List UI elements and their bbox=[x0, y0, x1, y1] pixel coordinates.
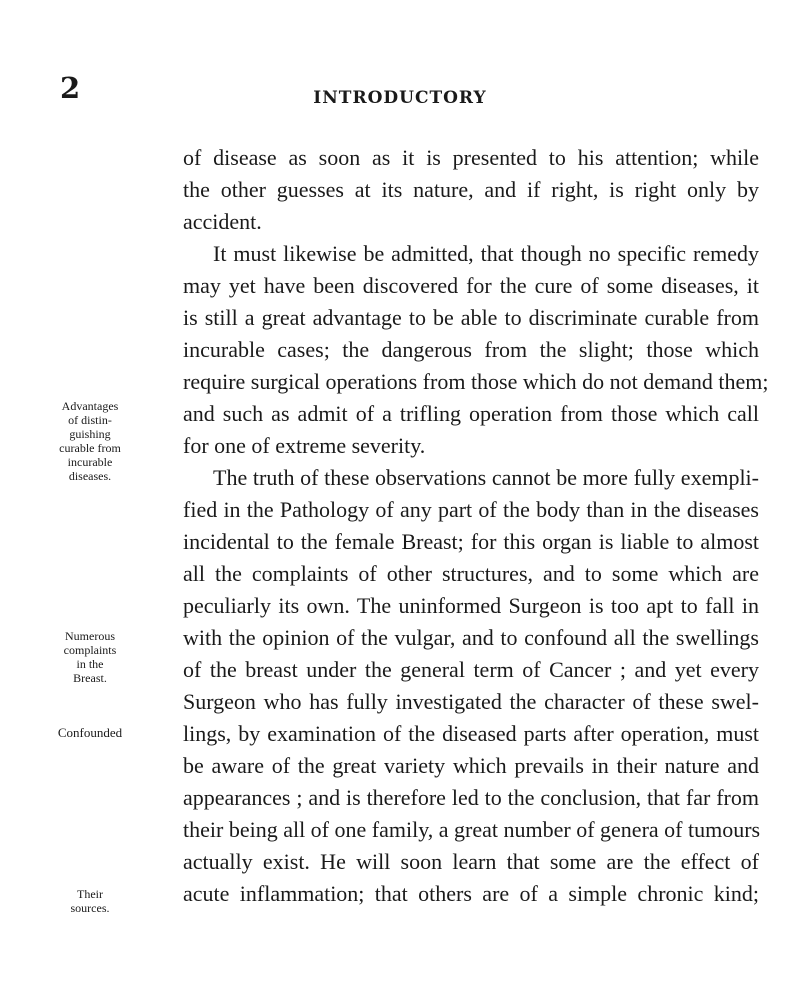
body-line: fied in the Pathology of any part of the body than in the diseases bbox=[183, 497, 759, 522]
body-line: may yet have been discovered for the cure of some diseases, it bbox=[183, 273, 759, 298]
body-line: of the breast under the general term of Cancer ; and yet every bbox=[183, 657, 759, 682]
body-line: of disease as soon as it is presented to his attention; while bbox=[183, 145, 759, 170]
body-line: incidental to the female Breast; for this organ is liable to almost bbox=[183, 529, 759, 554]
margin-note-line: diseases. bbox=[68, 469, 112, 483]
body-line: incurable cases; the dangerous from the slight; those which bbox=[183, 337, 759, 362]
body-line: their being all of one family, a great number of genera of tumours bbox=[183, 817, 761, 842]
body-line: peculiarly its own. The uninformed Surgeon is too apt to fall in bbox=[183, 593, 759, 618]
margin-note-line: Their bbox=[77, 887, 103, 901]
margin-note-line: curable from bbox=[59, 441, 121, 455]
body-line: be aware of the great variety which prevails in their nature and bbox=[183, 753, 759, 778]
body-line: require surgical operations from those which do not demand them; bbox=[183, 369, 769, 394]
body-line: appearances ; and is therefore led to the conclusion, that far from bbox=[183, 785, 759, 810]
body-line: with the opinion of the vulgar, and to confound all the swellings bbox=[183, 625, 759, 650]
margin-note-line: incurable bbox=[67, 455, 113, 469]
body-line: for one of extreme severity. bbox=[183, 433, 426, 458]
body-line: lings, by examination of the diseased parts after operation, must bbox=[183, 721, 759, 746]
margin-note-line: Breast. bbox=[73, 671, 107, 685]
body-line: Surgeon who has fully investigated the character of these swel- bbox=[183, 689, 759, 714]
body-line: The truth of these observations cannot be more fully exempli- bbox=[213, 465, 759, 490]
margin-note-confounded bbox=[30, 726, 150, 740]
margin-note-line: complaints bbox=[63, 643, 117, 657]
margin-note-line: Numerous bbox=[65, 629, 115, 643]
body-line: the other guesses at its nature, and if right, is right only by bbox=[183, 177, 759, 202]
margin-note-sources bbox=[30, 887, 150, 915]
body-line: It must likewise be admitted, that though no specific remedy bbox=[213, 241, 759, 266]
margin-note-line: sources. bbox=[70, 901, 110, 915]
page-number: 2 bbox=[60, 71, 81, 105]
running-title: INTRODUCTORY bbox=[313, 88, 487, 108]
body-line: accident. bbox=[183, 209, 262, 234]
margin-note-line: guishing bbox=[69, 427, 111, 441]
body-line: is still a great advantage to be able to discriminate curable from bbox=[183, 305, 759, 330]
body-line: actually exist. He will soon learn that some are the effect of bbox=[183, 849, 759, 874]
margin-note-line: in the bbox=[76, 657, 104, 671]
margin-note-line: Advantages bbox=[61, 399, 119, 413]
body-line: all the complaints of other structures, and to some which are bbox=[183, 561, 759, 586]
margin-note-numerous bbox=[30, 629, 150, 685]
body-line: and such as admit of a trifling operation from those which call bbox=[183, 401, 759, 426]
margin-note-advantages bbox=[30, 399, 150, 483]
margin-note-line: of distin- bbox=[68, 413, 112, 427]
margin-note-line: Confounded bbox=[57, 725, 123, 740]
body-line: acute inflammation; that others are of a simple chronic kind; bbox=[183, 881, 759, 906]
